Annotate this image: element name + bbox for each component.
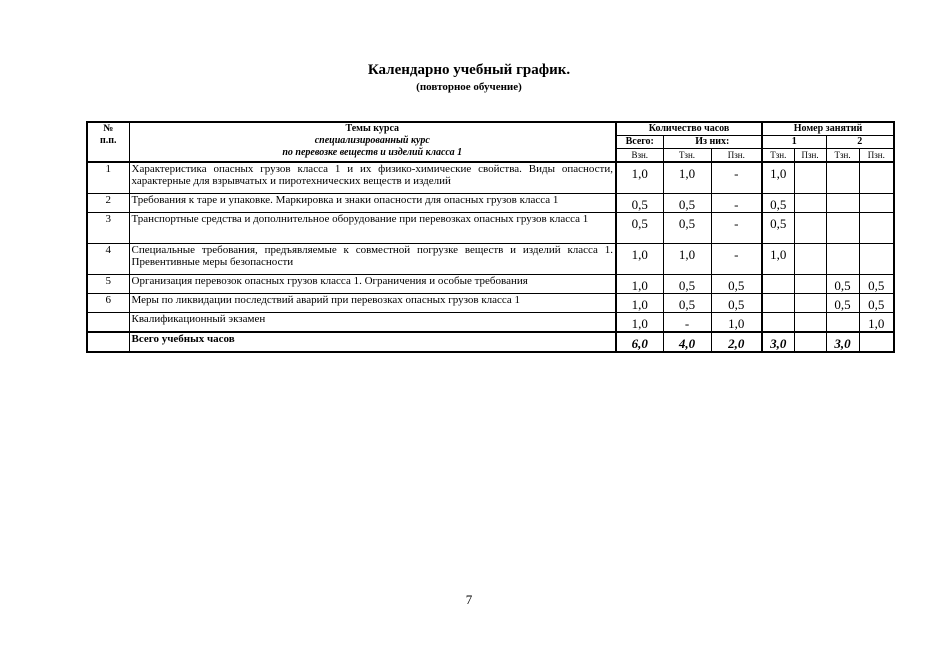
cell-l2-pzn: 0,5 [859,293,894,312]
total-vzn: 6,0 [616,332,663,352]
cell-l2-tzn [826,212,859,243]
cell-l1-pzn [794,243,826,274]
row-topic: Специальные требования, предъявляемые к совместной погрузке веществ и изделий класса 1. Превентивные меры безопасности [129,243,616,274]
num-header [87,122,129,162]
cell-l2-pzn [859,243,894,274]
cell-pzn: - [711,162,762,193]
total-l1-tzn: 3,0 [762,332,794,352]
total-l2-tzn: 3,0 [826,332,859,352]
cell-l2-tzn [826,162,859,193]
table-row [87,312,894,332]
total-l1-pzn [794,332,826,352]
cell-l1-pzn [794,212,826,243]
cell-tzn: 1,0 [663,162,711,193]
cell-l2-pzn [859,162,894,193]
row-topic: Организация перевозок опасных грузов класса 1. Ограничения и особые требования [129,274,616,293]
cell-tzn: 0,5 [663,193,711,212]
total-l2-pzn [859,332,894,352]
cell-l2-pzn: 1,0 [859,312,894,332]
total-tzn: 4,0 [663,332,711,352]
cell-vzn: 1,0 [616,243,663,274]
row-number [87,312,129,332]
cell-pzn: 1,0 [711,312,762,332]
topics-header-title: Темы курса [345,123,400,134]
cell-pzn: 0,5 [711,293,762,312]
total-pzn: 2,0 [711,332,762,352]
lesson1-header: 1 [762,136,826,149]
lessons-header: Номер занятий [762,122,894,136]
num-header-sub: п.п. [99,135,117,146]
col-l1-tzn-header: Тзн. [762,149,794,163]
cell-tzn: - [663,312,711,332]
total-label: Всего учебных часов [129,332,616,352]
cell-l1-tzn: 0,5 [762,193,794,212]
total-header: Всего: [616,136,663,149]
table-row [87,162,894,193]
row-topic: Квалификационный экзамен [129,312,616,332]
cell-vzn: 1,0 [616,274,663,293]
cell-l2-tzn [826,243,859,274]
row-number: 1 [87,162,129,193]
row-number: 5 [87,274,129,293]
cell-l1-pzn [794,274,826,293]
table-row [87,274,894,293]
cell-l2-tzn [826,193,859,212]
total-row [87,332,894,352]
cell-vzn: 0,5 [616,193,663,212]
cell-l2-tzn: 0,5 [826,274,859,293]
cell-tzn: 0,5 [663,274,711,293]
cell-pzn: - [711,243,762,274]
cell-l2-pzn [859,212,894,243]
total-row-number [87,332,129,352]
cell-vzn: 0,5 [616,212,663,243]
lesson2-header: 2 [826,136,894,149]
cell-l2-pzn [859,193,894,212]
cell-pzn: - [711,193,762,212]
cell-l1-tzn: 0,5 [762,212,794,243]
cell-tzn: 0,5 [663,293,711,312]
col-l1-pzn-header: Пзн. [794,149,826,163]
col-tzn-header: Тзн. [663,149,711,163]
document-subtitle: (повторное обучение) [416,81,522,93]
topics-header-sub1: специализированный курс [314,135,430,146]
topics-header [129,122,616,162]
table-row [87,193,894,212]
cell-vzn: 1,0 [616,162,663,193]
cell-l1-tzn: 1,0 [762,243,794,274]
cell-l1-pzn [794,293,826,312]
cell-l2-tzn [826,312,859,332]
cell-l2-pzn: 0,5 [859,274,894,293]
page-number: 7 [465,592,473,607]
row-number: 3 [87,212,129,243]
cell-vzn: 1,0 [616,312,663,332]
row-topic: Транспортные средства и дополнительное оборудование при перевозках опасных грузов класса 1 [129,212,616,243]
col-pzn-header: Пзн. [711,149,762,163]
row-topic: Меры по ликвидации последствий аварий при перевозках опасных грузов класса 1 [129,293,616,312]
row-topic: Требования к таре и упаковке. Маркировка и знаки опасности для опасных грузов класса 1 [129,193,616,212]
row-number: 2 [87,193,129,212]
col-vzn-header: Взн. [616,149,663,163]
cell-l1-tzn [762,293,794,312]
table-row [87,243,894,274]
table-row [87,212,894,243]
table-row [87,293,894,312]
row-topic: Характеристика опасных грузов класса 1 и их физико-химические свойства. Виды опасности, характерные для взрывчатых и пиротехнических веществ и изделий [129,162,616,193]
col-l2-tzn-header: Тзн. [826,149,859,163]
row-number: 4 [87,243,129,274]
hours-header: Количество часов [616,122,762,136]
cell-l1-tzn [762,312,794,332]
schedule-table [86,121,895,353]
num-header-label: № [103,123,114,134]
cell-pzn: 0,5 [711,274,762,293]
cell-vzn: 1,0 [616,293,663,312]
cell-l1-tzn: 1,0 [762,162,794,193]
of-them-header: Из них: [663,136,762,149]
cell-tzn: 0,5 [663,212,711,243]
cell-l2-tzn: 0,5 [826,293,859,312]
row-number: 6 [87,293,129,312]
document-title: Календарно учебный график. [367,62,571,78]
cell-l1-pzn [794,162,826,193]
cell-l1-pzn [794,193,826,212]
cell-l1-pzn [794,312,826,332]
header-row-1 [87,122,894,136]
col-l2-pzn-header: Пзн. [859,149,894,163]
cell-tzn: 1,0 [663,243,711,274]
topics-header-sub2: по перевозке веществ и изделий класса 1 [282,147,463,158]
cell-l1-tzn [762,274,794,293]
cell-pzn: - [711,212,762,243]
